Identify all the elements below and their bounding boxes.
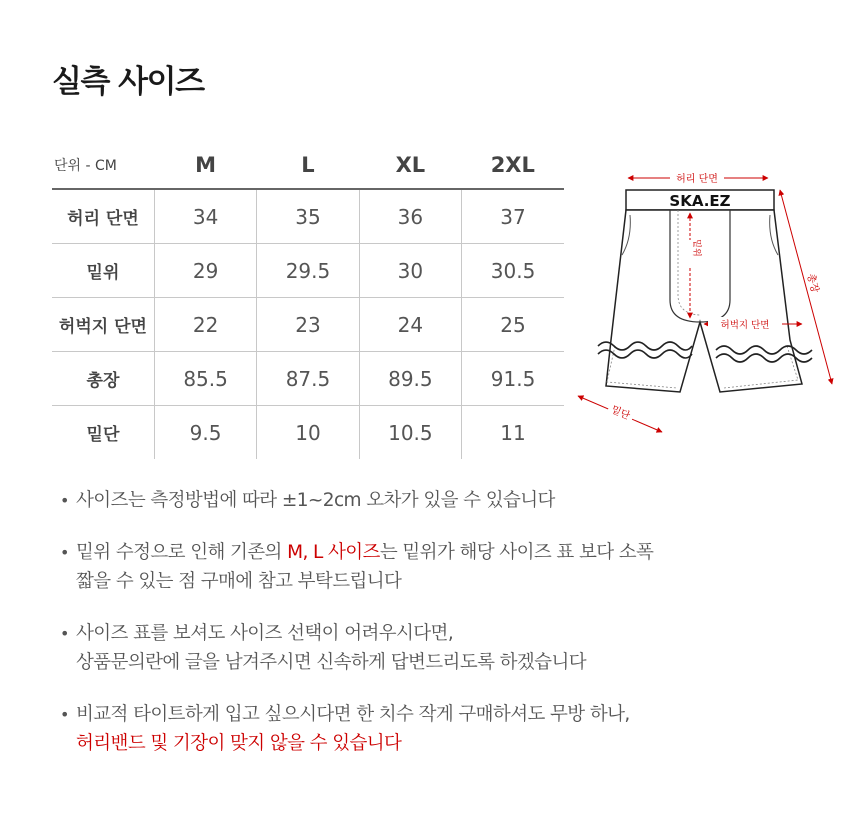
note-highlight: 허리밴드 및 기장이 맞지 않을 수 있습니다 [76, 733, 402, 754]
row-label: 허벅지 단면 [52, 298, 154, 352]
bullet: • [60, 705, 69, 724]
hem-label: 밑단 [609, 404, 632, 423]
table-cell: 29 [154, 244, 256, 298]
table-cell: 91.5 [462, 352, 564, 406]
size-table [52, 142, 564, 459]
size-header-xl: XL [359, 142, 461, 189]
table-row-thigh [52, 298, 564, 352]
note-text: 밑위 수정으로 인해 기존의 [76, 542, 288, 563]
unit-label: 단위 - CM [52, 142, 154, 189]
table-cell: 10.5 [359, 406, 461, 460]
note-highlight: M, L 사이즈 [287, 542, 380, 563]
size-header-l: L [257, 142, 359, 189]
bullet: • [60, 543, 69, 562]
table-cell: 10 [257, 406, 359, 460]
bullet: • [60, 491, 69, 510]
note-item [60, 486, 800, 515]
waist-label: 허리 단면 [676, 174, 718, 185]
thigh-label: 허벅지 단면 [720, 320, 770, 331]
table-cell: 37 [462, 189, 564, 244]
note-item [60, 619, 800, 677]
rise-label: 밑위 [691, 239, 701, 257]
table-cell: 36 [359, 189, 461, 244]
size-header-m: M [154, 142, 256, 189]
note-text: 짧을 수 있는 점 구매에 참고 부탁드립니다 [76, 571, 402, 592]
table-row-waist [52, 189, 564, 244]
note-item [60, 700, 800, 758]
table-cell: 29.5 [257, 244, 359, 298]
table-cell: 30.5 [462, 244, 564, 298]
table-cell: 9.5 [154, 406, 256, 460]
table-cell: 23 [257, 298, 359, 352]
table-cell: 89.5 [359, 352, 461, 406]
shorts-diagram [570, 160, 840, 440]
table-row-hem [52, 406, 564, 460]
row-label: 밑위 [52, 244, 154, 298]
table-cell: 34 [154, 189, 256, 244]
note-item [60, 538, 800, 596]
table-cell: 35 [257, 189, 359, 244]
table-cell: 25 [462, 298, 564, 352]
table-cell: 11 [462, 406, 564, 460]
note-text: 사이즈 표를 보셔도 사이즈 선택이 어려우시다면, [76, 623, 454, 644]
note-text: 사이즈는 측정방법에 따라 ±1~2cm 오차가 있을 수 있습니다 [76, 490, 555, 511]
table-cell: 22 [154, 298, 256, 352]
note-text: 는 밑위가 해당 사이즈 표 보다 소폭 [379, 542, 654, 563]
notes-list [60, 486, 800, 781]
table-cell: 24 [359, 298, 461, 352]
note-text: 비교적 타이트하게 입고 싶으시다면 한 치수 작게 구매하셔도 무방 하나, [76, 704, 630, 725]
size-header-row [52, 142, 564, 189]
table-cell: 30 [359, 244, 461, 298]
brand-logo: SKA.EZ [669, 192, 731, 210]
table-row-rise [52, 244, 564, 298]
table-cell: 85.5 [154, 352, 256, 406]
table-cell: 87.5 [257, 352, 359, 406]
row-label: 총장 [52, 352, 154, 406]
page-title: 실측 사이즈 [52, 64, 204, 100]
length-label: 총장 [804, 272, 821, 295]
shorts-body [606, 210, 802, 392]
size-header-2xl: 2XL [462, 142, 564, 189]
row-label: 밑단 [86, 425, 120, 445]
table-row-length [52, 352, 564, 406]
bullet: • [60, 624, 69, 643]
note-text: 상품문의란에 글을 남겨주시면 신속하게 답변드리도록 하겠습니다 [76, 652, 586, 673]
row-label: 허리 단면 [52, 189, 154, 244]
